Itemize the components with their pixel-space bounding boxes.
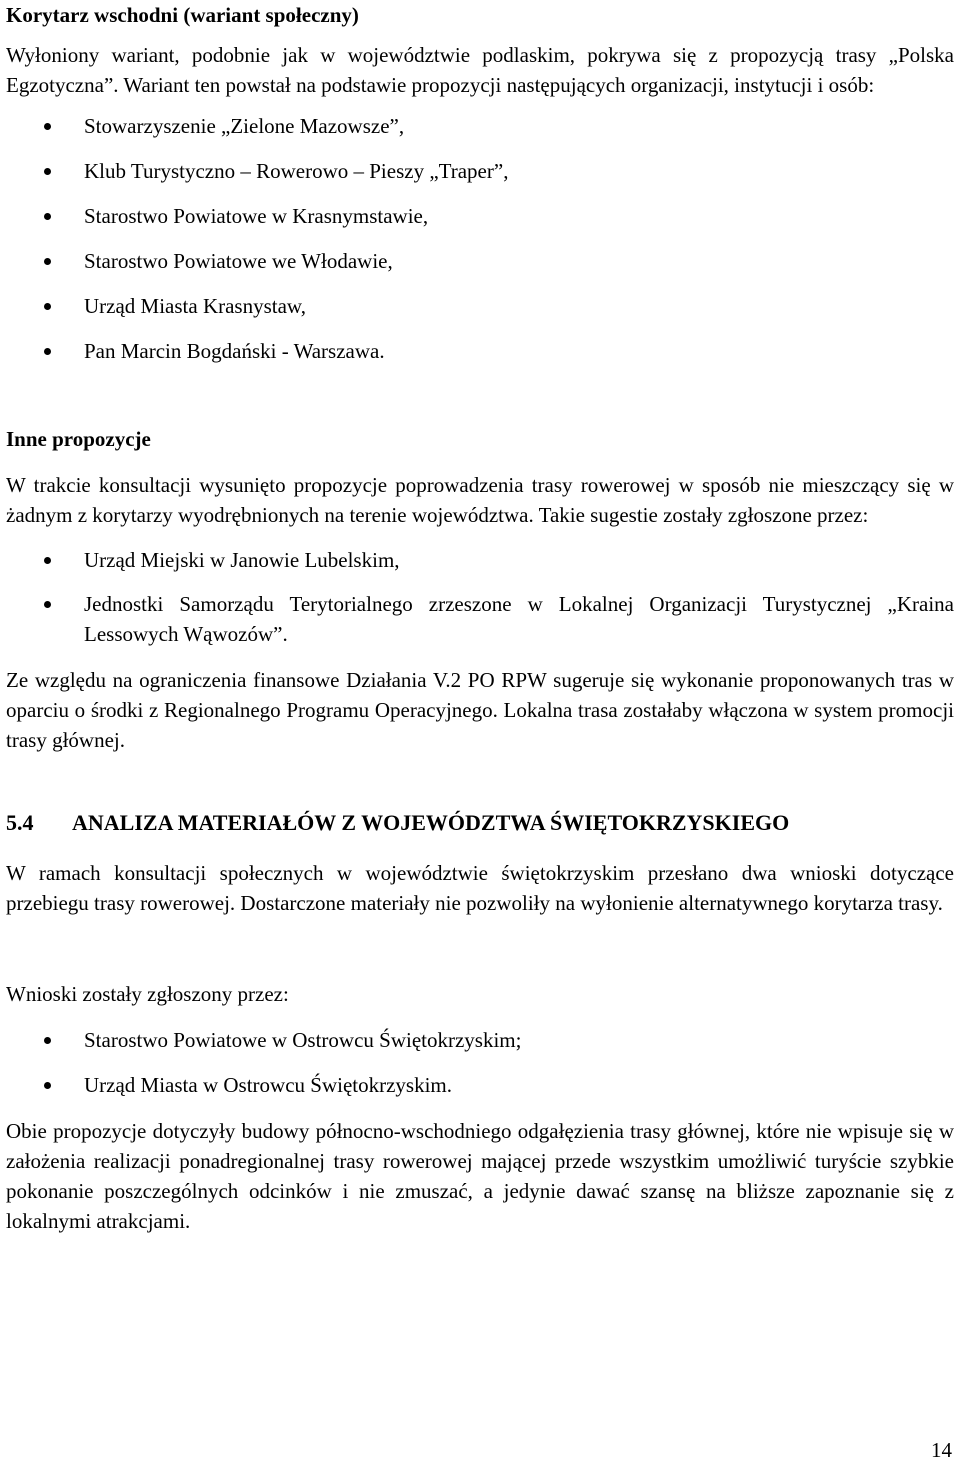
section-heading-korytarz-wschodni: Korytarz wschodni (wariant społeczny) — [6, 3, 359, 27]
paragraph-wnioski-lead: Wnioski zostały zgłoszony przez: — [6, 982, 289, 1006]
list-item: Urząd Miasta w Ostrowcu Świętokrzyskim. — [6, 1070, 954, 1100]
paragraph-konsultacje-swietokrzyskie: W ramach konsultacji społecznych w województwie świętokrzyskim przesłano dwa wnioski dotyczące przebiegu trasy rowerowej. Dostarczone materiały nie pozwoliły na wyłonienie alternatywnego korytarza trasy. — [6, 861, 954, 915]
list-item: Klub Turystyczno – Rowerowo – Pieszy „Traper”, — [6, 156, 954, 186]
paragraph-ograniczenia: Ze względu na ograniczenia finansowe Działania V.2 PO RPW sugeruje się wykonanie proponowanych tras w oparciu o środki z Regionalnego Programu Operacyjnego. Lokalna trasa zostałaby włączona w system promocji trasy głównej. — [6, 668, 954, 752]
document-page — [6, 0, 954, 1236]
list-item: Starostwo Powiatowe we Włodawie, — [6, 246, 954, 276]
list-item: Urząd Miejski w Janowie Lubelskim, — [6, 545, 954, 575]
list-item: Jednostki Samorządu Terytorialnego zrzeszone w Lokalnej Organizacji Turystycznej „Kraina Lessowych Wąwozów”. — [6, 589, 954, 649]
list-other-proposals — [6, 545, 954, 649]
list-organizations-east — [6, 111, 954, 366]
list-item: Starostwo Powiatowe w Ostrowcu Świętokrzyskim; — [6, 1025, 954, 1055]
list-item: Urząd Miasta Krasnystaw, — [6, 291, 954, 321]
section-heading-inne-propozycje: Inne propozycje — [6, 427, 151, 451]
list-item: Stowarzyszenie „Zielone Mazowsze”, — [6, 111, 954, 141]
list-applicants — [6, 1025, 954, 1100]
list-item: Pan Marcin Bogdański - Warszawa. — [6, 336, 954, 366]
chapter-title: ANALIZA MATERIAŁÓW Z WOJEWÓDZTWA ŚWIĘTOKRZYSKIEGO — [72, 810, 790, 835]
paragraph-konsultacje: W trakcie konsultacji wysunięto propozycje poprowadzenia trasy rowerowej w sposób nie mieszczący się w żadnym z korytarzy wyodrębnionych na terenie województwa. Takie sugestie zostały zgłoszone przez: — [6, 473, 954, 527]
paragraph-obie-propozycje: Obie propozycje dotyczyły budowy północno-wschodniego odgałęzienia trasy głównej, które nie wpisuje się w założenia realizacji ponadregionalnej trasy rowerowej mającej przede wszystkim umożliwić turyście szybkie pokonanie poszczególnych odcinków i nie zmuszać, a jedynie dawać szansę na bliższe zapoznanie się z lokalnymi atrakcjami. — [6, 1119, 954, 1233]
list-item: Starostwo Powiatowe w Krasnymstawie, — [6, 201, 954, 231]
page-number: 14 — [931, 1438, 952, 1462]
chapter-heading — [6, 808, 954, 838]
paragraph-wariant-intro: Wyłoniony wariant, podobnie jak w województwie podlaskim, pokrywa się z propozycją trasy „Polska Egzotyczna”. Wariant ten powstał na podstawie propozycji następujących organizacji, instytucji i osób: — [6, 43, 954, 97]
chapter-number: 5.4 — [6, 810, 34, 835]
